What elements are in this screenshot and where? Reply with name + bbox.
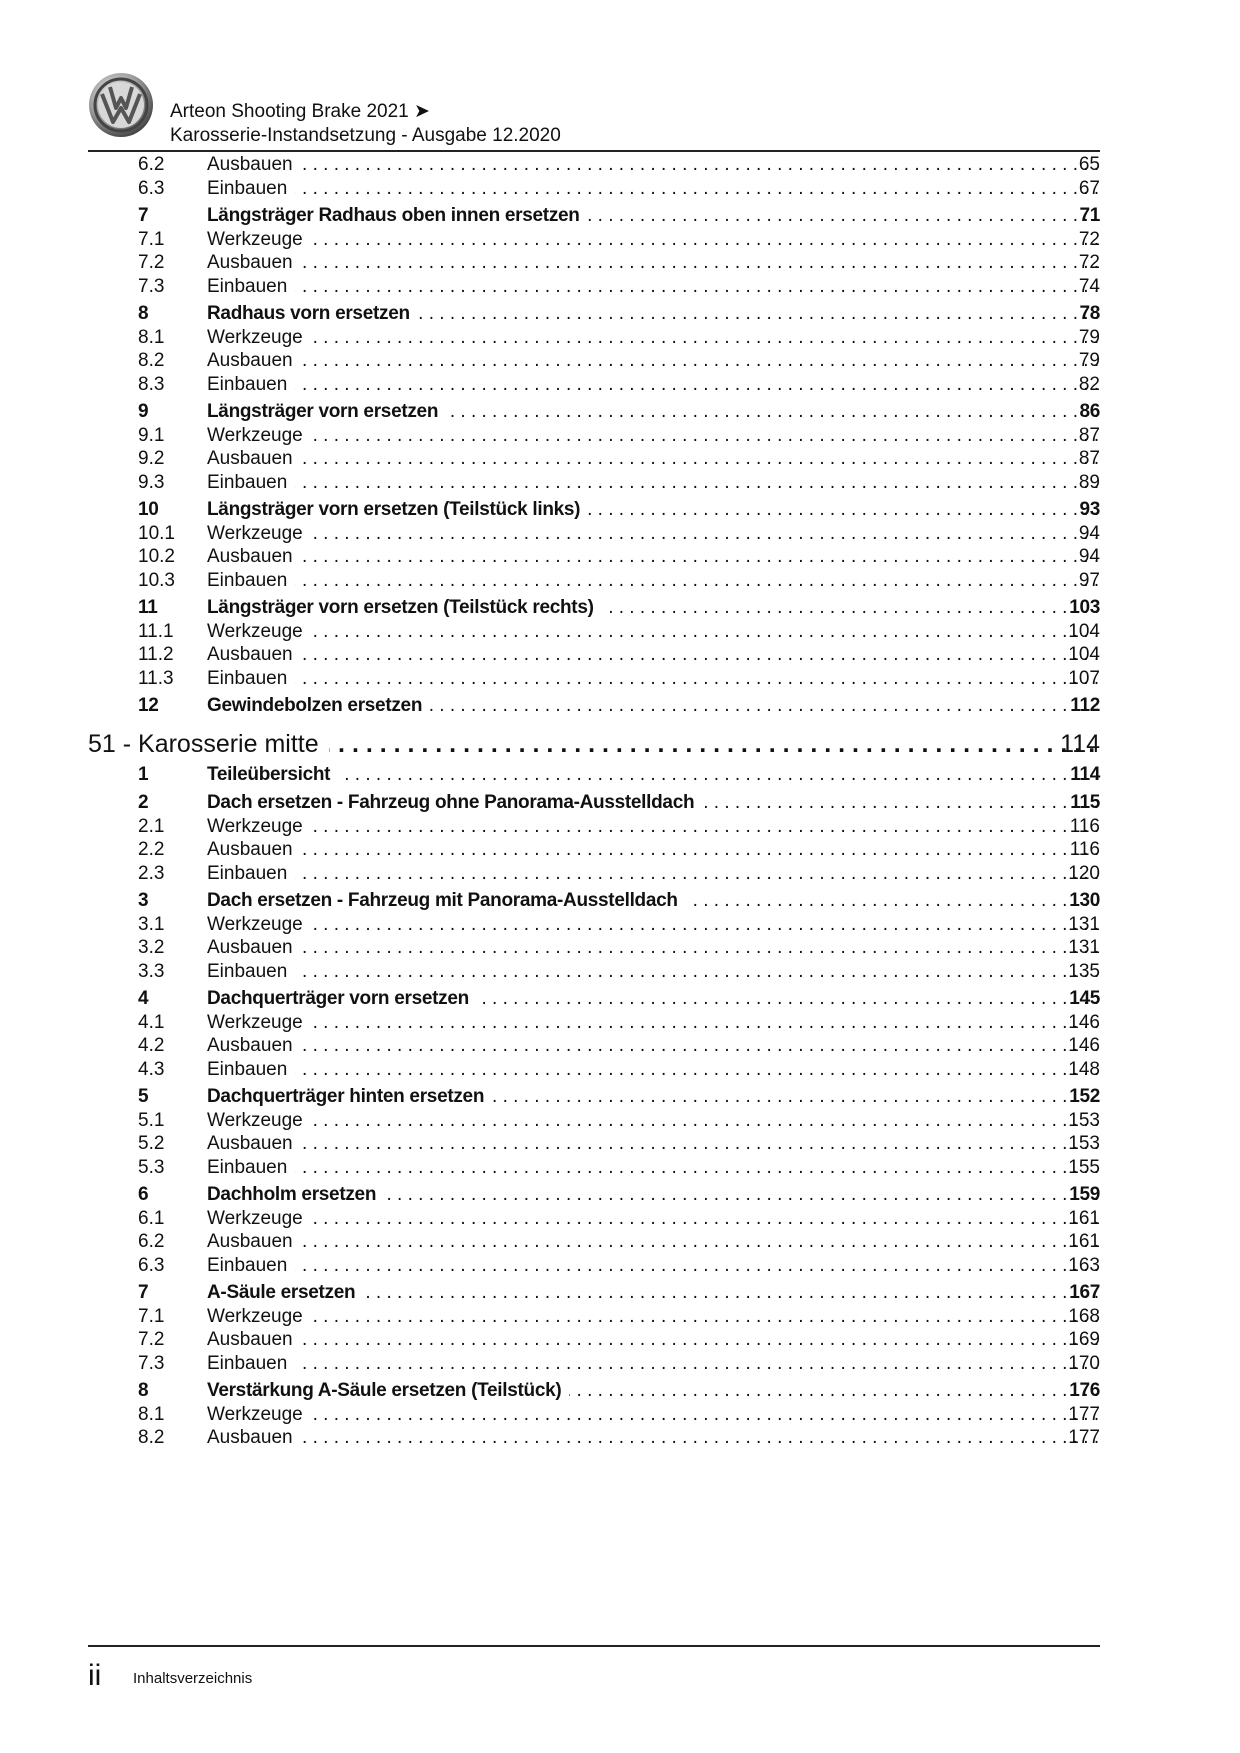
toc-subsection-entry[interactable] — [0, 251, 1240, 275]
page-number: ii — [88, 1659, 102, 1692]
toc-entry-title: Einbauen — [207, 472, 295, 493]
toc-subsection-entry[interactable] — [0, 522, 1240, 546]
toc-entry-number: 3 — [138, 890, 149, 911]
toc-entry-title: Ausbauen — [207, 937, 301, 958]
toc-entry-page: 120 — [1068, 863, 1100, 884]
toc-entry-title: Ausbauen — [207, 1035, 301, 1056]
toc-entry-page: 72 — [1078, 252, 1100, 273]
toc-entry-page: 135 — [1068, 961, 1100, 982]
toc-entry-number: 8 — [138, 303, 149, 324]
toc-entry-page: 169 — [1068, 1329, 1100, 1350]
toc-entry-number: 6.2 — [138, 1231, 165, 1252]
toc-subsection-entry[interactable] — [0, 1254, 1240, 1278]
toc-entry-number: 2.1 — [138, 816, 165, 837]
toc-entry-title: Einbauen — [207, 1255, 295, 1276]
toc-section-entry[interactable] — [0, 1379, 1240, 1403]
toc-entry-page: 161 — [1068, 1231, 1100, 1252]
toc-section-entry[interactable] — [0, 204, 1240, 228]
toc-entry-page: 148 — [1068, 1059, 1100, 1080]
toc-entry-title: Ausbauen — [207, 1427, 301, 1448]
toc-section-entry[interactable] — [0, 889, 1240, 913]
toc-entry-title: Einbauen — [207, 374, 295, 395]
toc-entry-title: Ausbauen — [207, 1329, 301, 1350]
toc-entry-number: 6.3 — [138, 1255, 165, 1276]
toc-entry-number: 5.3 — [138, 1157, 165, 1178]
toc-section-entry[interactable] — [0, 987, 1240, 1011]
toc-subsection-entry[interactable] — [0, 471, 1240, 495]
toc-entry-page: 131 — [1068, 937, 1100, 958]
toc-entry-title: Ausbauen — [207, 1231, 301, 1252]
toc-entry-number: 8.1 — [138, 327, 165, 348]
toc-subsection-entry[interactable] — [0, 349, 1240, 373]
toc-entry-title: Einbauen — [207, 276, 295, 297]
toc-entry-page: 146 — [1068, 1035, 1100, 1056]
toc-section-entry[interactable] — [0, 498, 1240, 522]
toc-entry-number: 6 — [138, 1184, 149, 1205]
toc-entry-page: 71 — [1079, 205, 1100, 226]
toc-entry-title: Einbauen — [207, 1157, 295, 1178]
toc-entry-number: 8 — [138, 1380, 149, 1401]
toc-entry-title: Einbauen — [207, 961, 295, 982]
toc-entry-page: 131 — [1068, 914, 1100, 935]
footer-label: Inhaltsverzeichnis — [133, 1670, 253, 1687]
toc-entry-number: 7 — [138, 1282, 149, 1303]
toc-subsection-entry[interactable] — [0, 1403, 1240, 1427]
toc-subsection-entry[interactable] — [0, 620, 1240, 644]
toc-entry-number: 4 — [138, 988, 149, 1009]
toc-entry-title: Einbauen — [207, 178, 295, 199]
toc-entry-title: Werkzeuge — [207, 1012, 311, 1033]
toc-entry-title: Werkzeuge — [207, 523, 311, 544]
toc-subsection-entry[interactable] — [0, 1207, 1240, 1231]
toc-chapter-entry[interactable] — [0, 729, 1240, 759]
toc-entry-number: 4.1 — [138, 1012, 165, 1033]
toc-entry-page: 107 — [1068, 668, 1100, 689]
toc-subsection-entry[interactable] — [0, 862, 1240, 886]
toc-entry-page: 78 — [1079, 303, 1100, 324]
toc-entry-page: 94 — [1078, 546, 1100, 567]
toc-entry-title: Werkzeuge — [207, 816, 311, 837]
toc-entry-number: 7.2 — [138, 1329, 165, 1350]
toc-entry-number: 8.1 — [138, 1404, 165, 1425]
toc-entry-title: Werkzeuge — [207, 1110, 311, 1131]
toc-entry-page: 79 — [1078, 327, 1100, 348]
toc-entry-title: Ausbauen — [207, 644, 301, 665]
toc-entry-page: 170 — [1068, 1353, 1100, 1374]
toc-entry-page: 104 — [1068, 621, 1100, 642]
toc-subsection-entry[interactable] — [0, 667, 1240, 691]
toc-subsection-entry[interactable] — [0, 913, 1240, 937]
document-title: Arteon Shooting Brake 2021 ➤ — [170, 101, 430, 122]
toc-entry-title: Dachquerträger vorn ersetzen — [207, 988, 477, 1009]
toc-entry-title: Dach ersetzen - Fahrzeug mit Panorama-Ausstelldach — [207, 890, 686, 911]
toc-entry-number: 2.2 — [138, 839, 165, 860]
toc-entry-page: 163 — [1068, 1255, 1100, 1276]
toc-entry-title: Werkzeuge — [207, 1306, 311, 1327]
vw-logo-icon — [88, 72, 154, 138]
toc-entry-page: 152 — [1069, 1086, 1100, 1107]
toc-entry-title: Einbauen — [207, 668, 295, 689]
toc-entry-number: 9.2 — [138, 448, 165, 469]
toc-entry-title: Ausbauen — [207, 546, 301, 567]
toc-entry-page: 112 — [1070, 695, 1100, 716]
toc-entry-page: 168 — [1068, 1306, 1100, 1327]
toc-entry-page: 145 — [1069, 988, 1100, 1009]
toc-section-entry[interactable] — [0, 302, 1240, 326]
toc-entry-number: 3.1 — [138, 914, 165, 935]
toc-entry-title: Werkzeuge — [207, 1208, 311, 1229]
toc-entry-number: 10 — [138, 499, 159, 520]
toc-entry-number: 7.2 — [138, 252, 165, 273]
toc-entry-page: 74 — [1078, 276, 1100, 297]
toc-section-entry[interactable] — [0, 1085, 1240, 1109]
toc-entry-number: 5.1 — [138, 1110, 165, 1131]
toc-entry-title: Verstärkung A-Säule ersetzen (Teilstück) — [207, 1380, 569, 1401]
toc-section-entry[interactable] — [0, 1183, 1240, 1207]
toc-entry-title: A-Säule ersetzen — [207, 1282, 363, 1303]
document-subtitle: Karosserie-Instandsetzung - Ausgabe 12.2020 — [170, 125, 561, 146]
toc-entry-number: 11.2 — [138, 644, 174, 665]
toc-entry-page: 153 — [1068, 1110, 1100, 1131]
toc-entry-page: 115 — [1070, 792, 1100, 813]
toc-entry-page: 114 — [1070, 764, 1100, 785]
toc-entry-number: 8.2 — [138, 1427, 165, 1448]
toc-entry-page: 153 — [1068, 1133, 1100, 1154]
toc-entry-number: 1 — [138, 764, 149, 785]
toc-entry-page: 146 — [1068, 1012, 1100, 1033]
toc-subsection-entry[interactable] — [0, 424, 1240, 448]
toc-entry-number: 6.2 — [138, 154, 165, 175]
toc-entry-number: 4.3 — [138, 1059, 165, 1080]
toc-subsection-entry[interactable] — [0, 1426, 1240, 1450]
toc-entry-page: 93 — [1079, 499, 1100, 520]
toc-entry-page: 94 — [1078, 523, 1100, 544]
toc-entry-title: Gewindebolzen ersetzen — [207, 695, 430, 716]
toc-subsection-entry[interactable] — [0, 228, 1240, 252]
toc-entry-title: Werkzeuge — [207, 229, 311, 250]
toc-entry-number: 10.3 — [138, 570, 175, 591]
toc-entry-page: 130 — [1069, 890, 1100, 911]
toc-entry-number: 8.2 — [138, 350, 165, 371]
toc-entry-title: Werkzeuge — [207, 425, 311, 446]
toc-subsection-entry[interactable] — [0, 545, 1240, 569]
toc-entry-page: 161 — [1068, 1208, 1100, 1229]
toc-subsection-entry[interactable] — [0, 275, 1240, 299]
toc-entry-number: 7.3 — [138, 1353, 165, 1374]
toc-subsection-entry[interactable] — [0, 1132, 1240, 1156]
toc-entry-title: Längsträger Radhaus oben innen ersetzen — [207, 205, 588, 226]
toc-entry-page: 82 — [1078, 374, 1100, 395]
toc-entry-title: Ausbauen — [207, 839, 301, 860]
toc-entry-number: 2 — [138, 792, 149, 813]
toc-entry-title: Einbauen — [207, 863, 295, 884]
toc-entry-title: Ausbauen — [207, 448, 301, 469]
toc-entry-number: 10.1 — [138, 523, 175, 544]
toc-entry-page: 97 — [1078, 570, 1100, 591]
toc-entry-title: Einbauen — [207, 1353, 295, 1374]
toc-entry-page: 86 — [1079, 401, 1100, 422]
toc-entry-number: 11.3 — [138, 668, 174, 689]
toc-section-entry[interactable] — [0, 1281, 1240, 1305]
toc-entry-title: Werkzeuge — [207, 327, 311, 348]
toc-entry-page: 159 — [1069, 1184, 1100, 1205]
toc-entry-title: Dach ersetzen - Fahrzeug ohne Panorama-Ausstelldach — [207, 792, 702, 813]
toc-entry-number: 7 — [138, 205, 149, 226]
toc-subsection-entry[interactable] — [0, 1034, 1240, 1058]
toc-subsection-entry[interactable] — [0, 1305, 1240, 1329]
toc-entry-page: 79 — [1078, 350, 1100, 371]
toc-entry-page: 114 — [1060, 730, 1100, 758]
toc-entry-number: 7.3 — [138, 276, 165, 297]
toc-entry-title: Radhaus vorn ersetzen — [207, 303, 418, 324]
toc-entry-number: 5 — [138, 1086, 149, 1107]
toc-entry-page: 67 — [1078, 178, 1100, 199]
toc-entry-page: 176 — [1069, 1380, 1100, 1401]
toc-entry-page: 87 — [1078, 425, 1100, 446]
toc-entry-title: Ausbauen — [207, 350, 301, 371]
toc-entry-number: 11.1 — [138, 621, 174, 642]
toc-entry-number: 12 — [138, 695, 159, 716]
toc-section-entry[interactable] — [0, 596, 1240, 620]
toc-entry-page: 116 — [1069, 839, 1100, 860]
toc-entry-number: 6.1 — [138, 1208, 165, 1229]
toc-entry-page: 87 — [1078, 448, 1100, 469]
toc-entry-title: Einbauen — [207, 570, 295, 591]
toc-entry-number: 3.2 — [138, 937, 165, 958]
toc-entry-page: 103 — [1069, 597, 1100, 618]
toc-entry-title: Längsträger vorn ersetzen (Teilstück rechts) — [207, 597, 602, 618]
toc-entry-number: 9 — [138, 401, 149, 422]
toc-entry-title: Teileübersicht — [207, 764, 338, 785]
toc-subsection-entry[interactable] — [0, 960, 1240, 984]
toc-entry-number: 9.1 — [138, 425, 165, 446]
toc-subsection-entry[interactable] — [0, 643, 1240, 667]
toc-entry-number: 5.2 — [138, 1133, 165, 1154]
toc-entry-title: Dachholm ersetzen — [207, 1184, 384, 1205]
toc-entry-title: Werkzeuge — [207, 621, 311, 642]
toc-entry-number: 4.2 — [138, 1035, 165, 1056]
toc-subsection-entry[interactable] — [0, 153, 1240, 177]
toc-subsection-entry[interactable] — [0, 1011, 1240, 1035]
toc-section-entry[interactable] — [0, 694, 1240, 718]
toc-subsection-entry[interactable] — [0, 815, 1240, 839]
toc-subsection-entry[interactable] — [0, 1230, 1240, 1254]
toc-entry-number: 3.3 — [138, 961, 165, 982]
toc-section-entry[interactable] — [0, 791, 1240, 815]
toc-entry-title: Dachquerträger hinten ersetzen — [207, 1086, 492, 1107]
toc-entry-title: Ausbauen — [207, 252, 301, 273]
toc-entry-number: 2.3 — [138, 863, 165, 884]
toc-subsection-entry[interactable] — [0, 1058, 1240, 1082]
toc-subsection-entry[interactable] — [0, 326, 1240, 350]
toc-entry-title: Werkzeuge — [207, 914, 311, 935]
toc-entry-number: 10.2 — [138, 546, 175, 567]
toc-entry-title: 51 - Karosserie mitte — [88, 730, 329, 758]
toc-entry-number: 7.1 — [138, 1306, 165, 1327]
toc-subsection-entry[interactable] — [0, 447, 1240, 471]
toc-entry-title: Werkzeuge — [207, 1404, 311, 1425]
toc-subsection-entry[interactable] — [0, 1109, 1240, 1133]
toc-entry-title: Einbauen — [207, 1059, 295, 1080]
toc-subsection-entry[interactable] — [0, 177, 1240, 201]
toc-entry-page: 116 — [1069, 816, 1100, 837]
toc-entry-number: 7.1 — [138, 229, 165, 250]
toc-entry-page: 65 — [1078, 154, 1100, 175]
toc-entry-page: 89 — [1078, 472, 1100, 493]
toc-subsection-entry[interactable] — [0, 936, 1240, 960]
toc-subsection-entry[interactable] — [0, 373, 1240, 397]
toc-entry-page: 177 — [1068, 1427, 1100, 1448]
toc-entry-title: Ausbauen — [207, 1133, 301, 1154]
header-divider — [88, 150, 1100, 152]
toc-section-entry[interactable] — [0, 400, 1240, 424]
toc-entry-page: 177 — [1068, 1404, 1100, 1425]
toc-entry-title: Längsträger vorn ersetzen — [207, 401, 446, 422]
toc-entry-number: 9.3 — [138, 472, 165, 493]
toc-entry-number: 11 — [138, 597, 158, 618]
footer-divider — [88, 1645, 1100, 1647]
toc-subsection-entry[interactable] — [0, 1352, 1240, 1376]
toc-entry-number: 8.3 — [138, 374, 165, 395]
toc-subsection-entry[interactable] — [0, 1328, 1240, 1352]
toc-section-entry[interactable] — [0, 763, 1240, 787]
toc-entry-number: 6.3 — [138, 178, 165, 199]
toc-entry-page: 167 — [1069, 1282, 1100, 1303]
toc-entry-page: 155 — [1068, 1157, 1100, 1178]
toc-subsection-entry[interactable] — [0, 1156, 1240, 1180]
toc-entry-title: Ausbauen — [207, 154, 301, 175]
toc-entry-page: 72 — [1078, 229, 1100, 250]
toc-entry-page: 104 — [1068, 644, 1100, 665]
toc-subsection-entry[interactable] — [0, 569, 1240, 593]
toc-entry-title: Längsträger vorn ersetzen (Teilstück links) — [207, 499, 588, 520]
toc-subsection-entry[interactable] — [0, 838, 1240, 862]
